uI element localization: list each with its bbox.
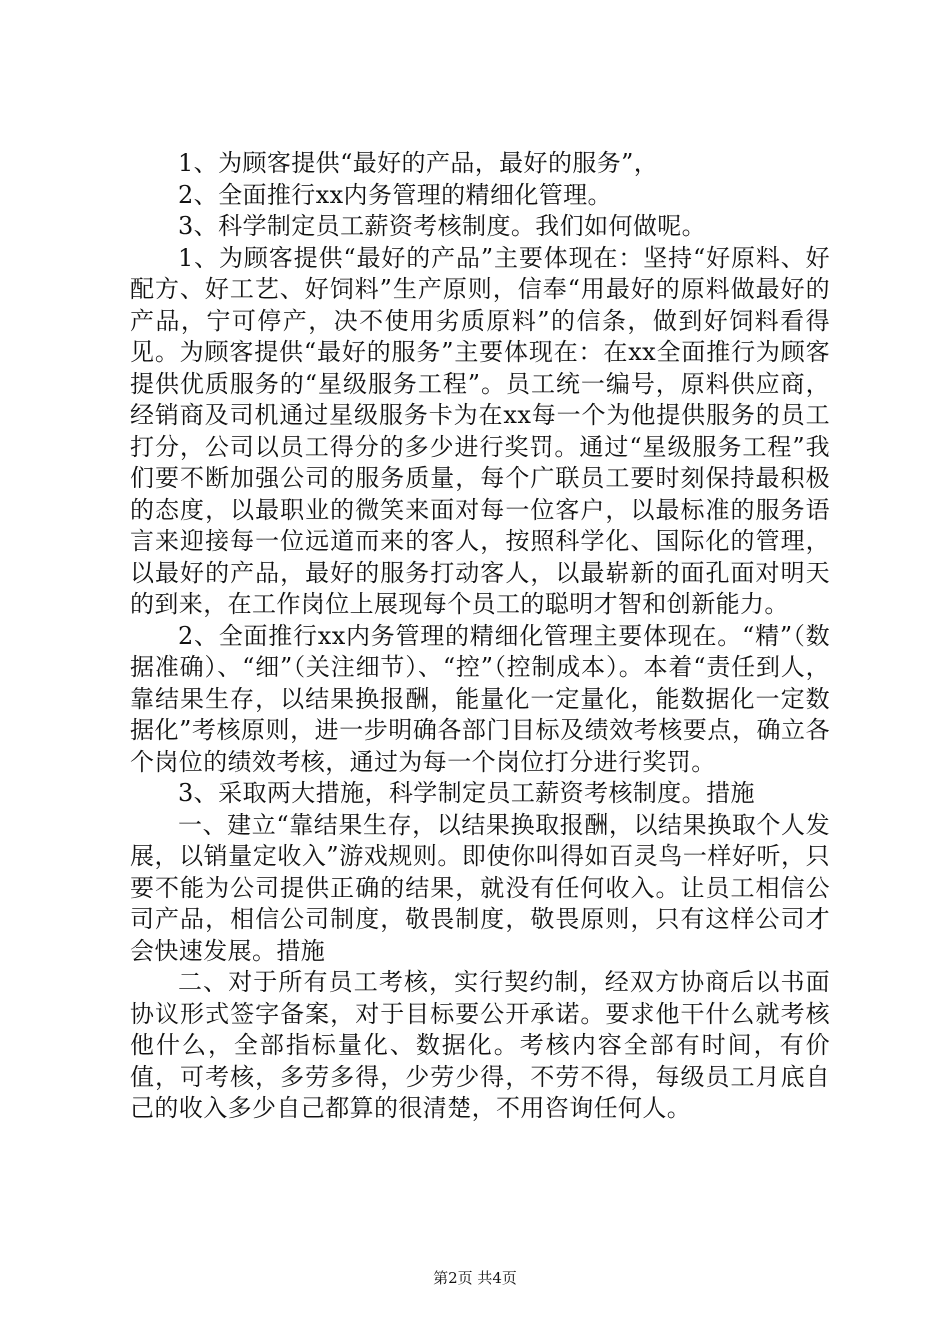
paragraph-8: 二、对于所有员工考核，实行契约制，经双方协商后以书面协议形式签字备案，对于目标要公开承诺。要求他干什么就考核他什么，全部指标量化、数据化。考核内容全部有时间，有价值，可考核，多劳多得，少劳少得，不劳不得，每级员工月底自己的收入多少自己都算的很清楚，不用咨询任何人。 [130,968,830,1122]
paragraph-5: 2、全面推行xx内务管理的精细化管理主要体现在。“精”（数据准确）、“细”（关注细节）、“控”（控制成本）。本着“责任到人，靠结果生存，以结果换报酬，能量化一定量化，能数据化一定数据化”考核原则，进一步明确各部门目标及绩效考核要点，确立各个岗位的绩效考核，通过为每一个岗位打分进行奖罚。 [130,621,830,776]
document-body [130,148,830,1125]
paragraph-4: 1、为顾客提供“最好的产品”主要体现在：坚持“好原料、好配方、好工艺、好饲料”生产原则，信奉“用最好的原料做最好的产品，宁可停产，决不使用劣质原料”的信条，做到好饲料看得见。为顾客提供“最好的服务”主要体现在：在xx全面推行为顾客提供优质服务的“星级服务工程”。员工统一编号，原料供应商，经销商及司机通过星级服务卡为在xx每一个为他提供服务的员工打分，公司以员工得分的多少进行奖罚。通过“星级服务工程”我们要不断加强公司的服务质量，每个广联员工要时刻保持最积极的态度，以最职业的微笑来面对每一位客户，以最标准的服务语言来迎接每一位远道而来的客人，按照科学化、国际化的管理，以最好的产品，最好的服务打动客人，以最崭新的面孔面对明天的到来，在工作岗位上展现每个员工的聪明才智和创新能力。 [130,243,830,618]
paragraph-2: 2、全面推行xx内务管理的精细化管理。 [178,180,612,209]
page-number: 第2页 共4页 [433,1269,517,1287]
paragraph-1: 1、为顾客提供“最好的产品，最好的服务”， [178,149,659,177]
paragraph-6: 3、采取两大措施，科学制定员工薪资考核制度。措施 [178,779,755,807]
paragraph-3: 3、科学制定员工薪资考核制度。我们如何做呢。 [178,212,707,240]
paragraph-7: 一、建立“靠结果生存，以结果换取报酬，以结果换取个人发展，以销量定收入”游戏规则。即使你叫得如百灵鸟一样好听，只要不能为公司提供正确的结果，就没有任何收入。让员工相信公司产品，相信公司制度，敬畏制度，敬畏原则，只有这样公司才会快速发展。措施 [130,810,830,965]
